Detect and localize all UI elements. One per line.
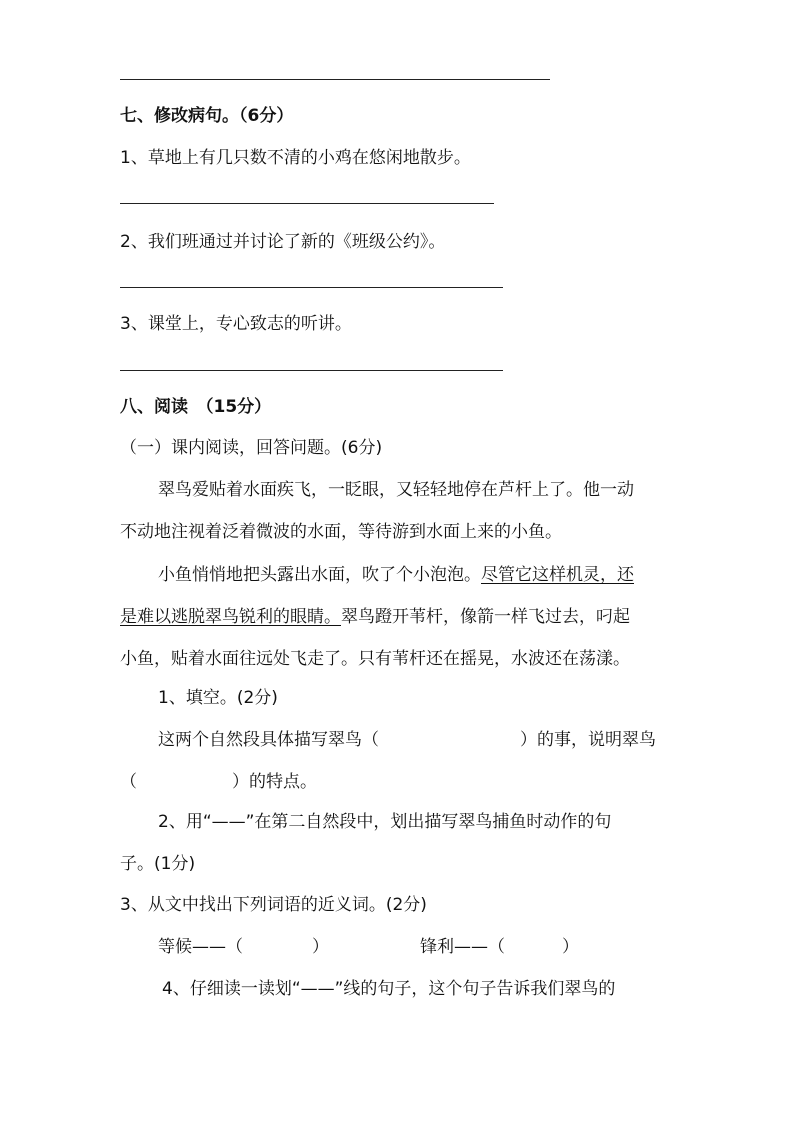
passage-p1-line2: 不动地注视着泛着微波的水面，等待游到水面上来的小鱼。: [120, 522, 562, 542]
passage-p2-line3: 小鱼，贴着水面往远处飞走了。只有苇杆还在摇晃，水波还在荡漾。: [120, 649, 630, 669]
q3-word1-start: 等候——（: [158, 937, 243, 957]
answer-line-2: [120, 287, 503, 288]
section-7-item-2: 2、我们班通过并讨论了新的《班级公约》。: [120, 232, 446, 252]
passage-p2-line2: [120, 605, 630, 629]
section-7-title: 七、修改病句。（6分）: [120, 106, 294, 126]
section-7-item-3: 3、课堂上，专心致志的听讲。: [120, 314, 352, 334]
q4-line1: 4、仔细读一读划“——”线的句子，这个句子告诉我们翠鸟的: [162, 979, 616, 999]
q3-word2-end: ）: [562, 937, 579, 957]
passage-underlined-sentence-part2: 是难以逃脱翠鸟锐利的眼睛。: [120, 607, 341, 627]
q3-title: 3、从文中找出下列词语的近义词。(2分): [120, 895, 427, 915]
passage-p1-line1: 翠鸟爱贴着水面疾飞，一眨眼，又轻轻地停在芦杆上了。他一动: [158, 480, 634, 500]
q1-blank-line2-end: ）的特点。: [232, 772, 317, 792]
q3-word1-end: ）: [312, 937, 329, 957]
passage-p2-line2-plain: 翠鸟蹬开苇杆，像箭一样飞过去，叼起: [341, 607, 630, 627]
q1-blank-line1-start: 这两个自然段具体描写翠鸟（: [158, 730, 379, 750]
answer-line-1: [120, 203, 494, 204]
q3-word2-start: 锋利——（: [420, 937, 505, 957]
answer-line-top: [120, 79, 550, 80]
section-7-item-1: 1、草地上有几只数不清的小鸡在悠闲地散步。: [120, 148, 471, 168]
part-1-title: （一）课内阅读，回答问题。(6分): [120, 438, 383, 458]
q1-title: 1、填空。(2分): [158, 688, 278, 708]
q2-line1: 2、用“——”在第二自然段中，划出描写翠鸟捕鱼时动作的句: [158, 812, 612, 832]
passage-p2-line1-plain: 小鱼悄悄地把头露出水面，吹了个小泡泡。: [158, 565, 481, 585]
answer-line-3: [120, 370, 503, 371]
q1-blank-line1-end: ）的事，说明翠鸟: [520, 730, 656, 750]
section-8-title: 八、阅读 （15分）: [120, 397, 272, 417]
q1-blank-line2-start: （: [120, 772, 137, 792]
passage-underlined-sentence-part1: 尽管它这样机灵，还: [481, 565, 634, 585]
q2-line2: 子。(1分): [120, 854, 196, 874]
passage-p2-line1: [158, 563, 634, 587]
